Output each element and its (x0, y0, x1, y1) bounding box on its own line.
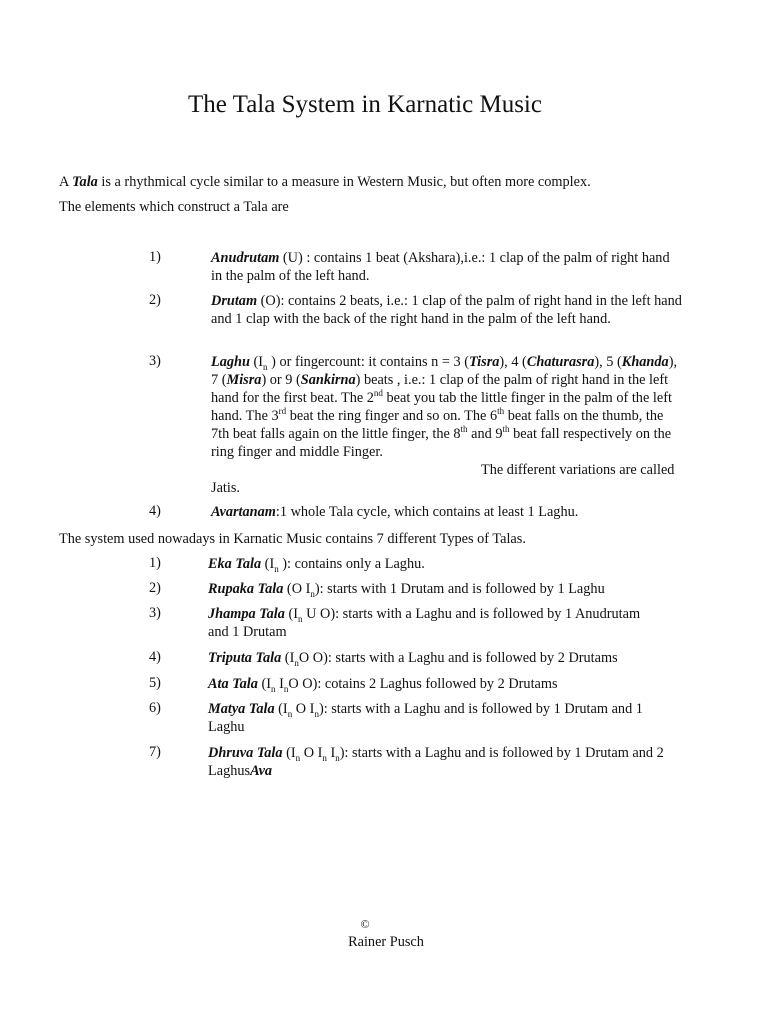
subscript: n (295, 752, 301, 763)
intro-paragraph (59, 173, 719, 191)
subscript: n (263, 361, 268, 372)
jati-term: Tisra (468, 354, 500, 370)
text-fragment: (I (249, 354, 264, 370)
tala-text (208, 700, 678, 736)
text-fragment: and 9 (467, 426, 503, 442)
subscript: n (283, 683, 289, 694)
element-number: 4) (149, 503, 161, 519)
intro-tala-term: Tala (72, 174, 98, 190)
text-fragment: ), 5 ( (594, 354, 622, 370)
text-fragment: I (275, 676, 284, 692)
element-description: (U) : contains 1 beat (Akshara),i.e.: 1 clap of the palm of right hand in the palm of the left hand. (211, 250, 670, 284)
page-title (0, 91, 768, 119)
tala-text (208, 555, 686, 573)
jati-term: Khanda (621, 354, 669, 370)
element-text (211, 292, 683, 328)
subscript: n (271, 683, 276, 694)
text-fragment: O O): cotains 2 Laghus followed by 2 Drutams (288, 676, 558, 692)
text-fragment: ): starts with a Laghu and is followed by 1 Drutam and 1 Laghu (208, 701, 643, 735)
superscript: nd (373, 388, 383, 399)
subscript: n (274, 563, 279, 574)
tala-text (208, 675, 686, 693)
tala-term: Jhampa Tala (208, 606, 285, 622)
text-fragment: O O): starts with a Laghu and is followed by 2 Drutams (298, 650, 618, 666)
tala-text (208, 580, 686, 598)
tala-number: 3) (149, 605, 161, 621)
tala-number: 4) (149, 649, 161, 665)
text-fragment: ) or 9 ( (261, 372, 301, 388)
subscript: n (310, 588, 315, 599)
text-fragment: I (326, 745, 336, 761)
subscript: n (335, 752, 340, 763)
jati-term: Sankirna (300, 372, 356, 388)
element-text (211, 249, 683, 285)
text-fragment: (I (281, 650, 295, 666)
element-text (211, 503, 683, 521)
element-number: 3) (149, 353, 161, 369)
intro-a: A (59, 174, 73, 190)
superscript: th (502, 424, 510, 435)
element-description: :1 whole Tala cycle, which contains at least 1 Laghu. (275, 504, 579, 520)
text-fragment: (I (282, 745, 296, 761)
text-fragment: (O I (283, 581, 311, 597)
text-fragment: (I (284, 606, 299, 622)
tala-number: 5) (149, 675, 161, 691)
tala-term: Matya Tala (208, 701, 275, 717)
copyright-icon: © (360, 917, 370, 931)
text-fragment: O I (300, 745, 323, 761)
text-fragment: The different variations are called Jatis. (211, 462, 675, 496)
superscript: th (460, 424, 468, 435)
superscript: rd (278, 406, 287, 417)
element-term: Anudrutam (211, 250, 280, 266)
text-fragment: ) or fingercount: it contains n = 3 ( (267, 354, 469, 370)
subscript: n (287, 708, 293, 719)
tala-term: Triputa Tala (208, 650, 282, 666)
text-fragment: (I (257, 676, 272, 692)
intro-rest: is a rhythmical cycle similar to a measure in Western Music, but often more complex. (97, 174, 591, 190)
element-term: Drutam (211, 293, 258, 309)
text-fragment: ), 7 ( (211, 354, 678, 388)
tala-text (208, 649, 686, 667)
tala-text (208, 744, 673, 780)
jati-term: Chaturasra (526, 354, 595, 370)
element-term: Avartanam (211, 504, 276, 520)
subscript: n (322, 752, 327, 763)
tala-term: Eka Tala (208, 556, 262, 572)
subscript: n (294, 657, 299, 668)
tala-term: Rupaka Tala (208, 581, 284, 597)
trailing-fragment: Ava (250, 763, 273, 779)
text-fragment: beat fall respectively on the ring finger and middle Finger. (211, 426, 672, 460)
text-fragment: ): starts with 1 Drutam and is followed by 1 Laghu (314, 581, 605, 597)
tala-text (208, 605, 648, 641)
text-fragment: beat you tab the little finger in the palm of the left hand. The 3 (211, 390, 672, 424)
element-description: (O): contains 2 beats, i.e.: 1 clap of the palm of right hand in the left hand and 1 clap with the back of the right hand in the palm of the left hand. (211, 293, 682, 327)
superscript: th (497, 406, 505, 417)
text-fragment: beat the ring finger and so on. The 6 (286, 408, 498, 424)
text-fragment: ): contains only a Laghu. (278, 556, 425, 572)
tala-number: 2) (149, 580, 161, 596)
tala-number: 7) (149, 744, 161, 760)
author-name: Rainer Pusch (348, 934, 424, 950)
text-fragment: ): starts with a Laghu and is followed by 1 Drutam and 2 Laghus (208, 745, 664, 779)
tala-number: 6) (149, 700, 161, 716)
page-title-text: The Tala System in Karnatic Music (188, 91, 542, 118)
element-text (211, 353, 683, 497)
text-fragment: O I (292, 701, 315, 717)
tala-number: 1) (149, 555, 161, 571)
system-line: The system used nowadays in Karnatic Music contains 7 different Types of Talas. (59, 531, 526, 547)
element-number: 2) (149, 292, 161, 308)
tala-term: Dhruva Tala (208, 745, 283, 761)
subscript: n (298, 613, 303, 624)
text-fragment: ) beats , i.e.: 1 clap of the palm of right hand in the left hand for the first beat. The 2 (211, 372, 669, 406)
tala-term: Ata Tala (208, 676, 258, 692)
text-fragment: (I (274, 701, 288, 717)
text-fragment: beat falls on the thumb, the 7th beat falls again on the little finger, the 8 (211, 408, 664, 442)
text-fragment: ), 4 ( (499, 354, 527, 370)
element-term: Laghu (211, 354, 250, 370)
jati-term: Misra (226, 372, 262, 388)
subscript: n (314, 708, 319, 719)
element-number: 1) (149, 249, 161, 265)
text-fragment: U O): starts with a Laghu and is followed by 1 Anudrutam and 1 Drutam (208, 606, 641, 640)
intro-line-2: The elements which construct a Tala are (59, 199, 289, 215)
text-fragment: (I (261, 556, 275, 572)
